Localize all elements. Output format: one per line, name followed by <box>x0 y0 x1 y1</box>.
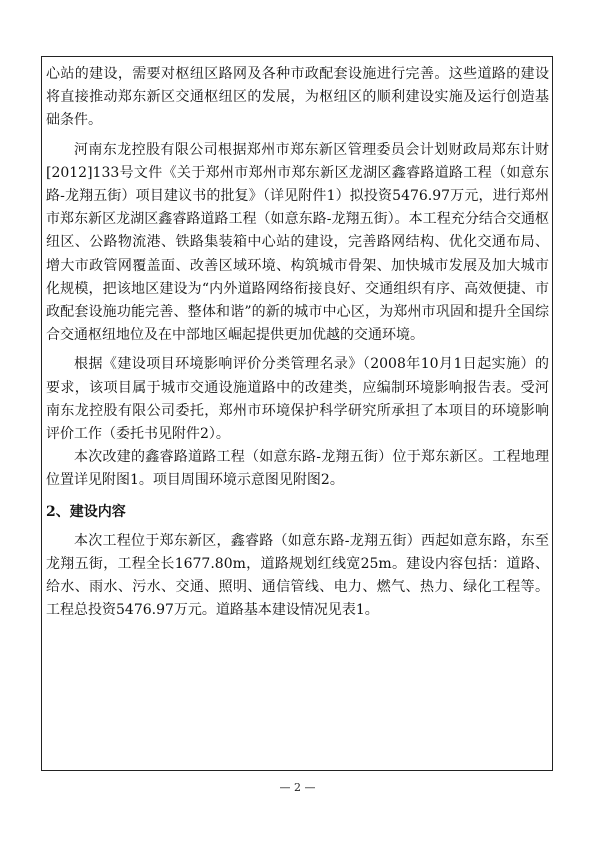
paragraph-continuation: 心站的建设，需要对枢纽区路网及各种市政配套设施进行完善。这些道路的建设将直接推动郑东新区交通枢纽区的发展，为枢纽区的顺利建设实施及运行创造基础条件。 <box>46 66 549 129</box>
paragraph-construction-content: 本次工程位于郑东新区，鑫睿路（如意东路-龙翔五街）西起如意东路，东至龙翔五街，工程全长1677.80m，道路规划红线宽25m。建设内容包括：道路、给水、雨水、污水、交通、照明、通信管线、电力、燃气、热力、绿化工程等。工程总投资5476.97万元。道路基本建设情况见表1。 <box>46 532 549 619</box>
section-heading-construction-content: 2、建设内容 <box>46 503 126 520</box>
paragraph-eia-requirement: 根据《建设项目环境影响评价分类管理名录》（2008年10月1日起实施）的要求，该项目属于城市交通设施道路中的改建类，应编制环境影响报告表。受河南东龙控股有限公司委托，郑州市环境保护科学研究所承担了本项目的环境影响评价工作（委托书见附件2）。 <box>46 356 549 443</box>
paragraph-project-background: 河南东龙控股有限公司根据郑州市郑东新区管理委员会计划财政局郑东计财[2012]133号文件《关于郑州市郑州市郑东新区龙湖区鑫睿路道路工程（如意东路-龙翔五街）项目建议书的批复》（详见附件1）拟投资5476.97万元，进行郑州市郑东新区龙湖区鑫睿路道路工程（如意东路-龙翔五街）。本工程充分结合交通枢纽区、公路物流港、铁路集装箱中心站的建设，完善路网结构、优化交通布局、增大市政管网覆盖面、改善区域环境、构筑城市骨架、加快城市发展及加大城市化规模，把该地区建设为“内外道路网络衔接良好、交通组织有序、高效便捷、市政配套设施功能完善、整体和谐”的新的城市中心区，为郑州市巩固和提升全国综合交通枢纽地位及在中部地区崛起提供更加优越的交通环境。 <box>46 141 549 344</box>
page-number: — 2 — <box>279 781 316 794</box>
paragraph-location: 本次改建的鑫睿路道路工程（如意东路-龙翔五街）位于郑东新区。工程地理位置详见附图1。项目周围环境示意图见附图2。 <box>46 449 549 489</box>
document-body <box>46 63 549 623</box>
